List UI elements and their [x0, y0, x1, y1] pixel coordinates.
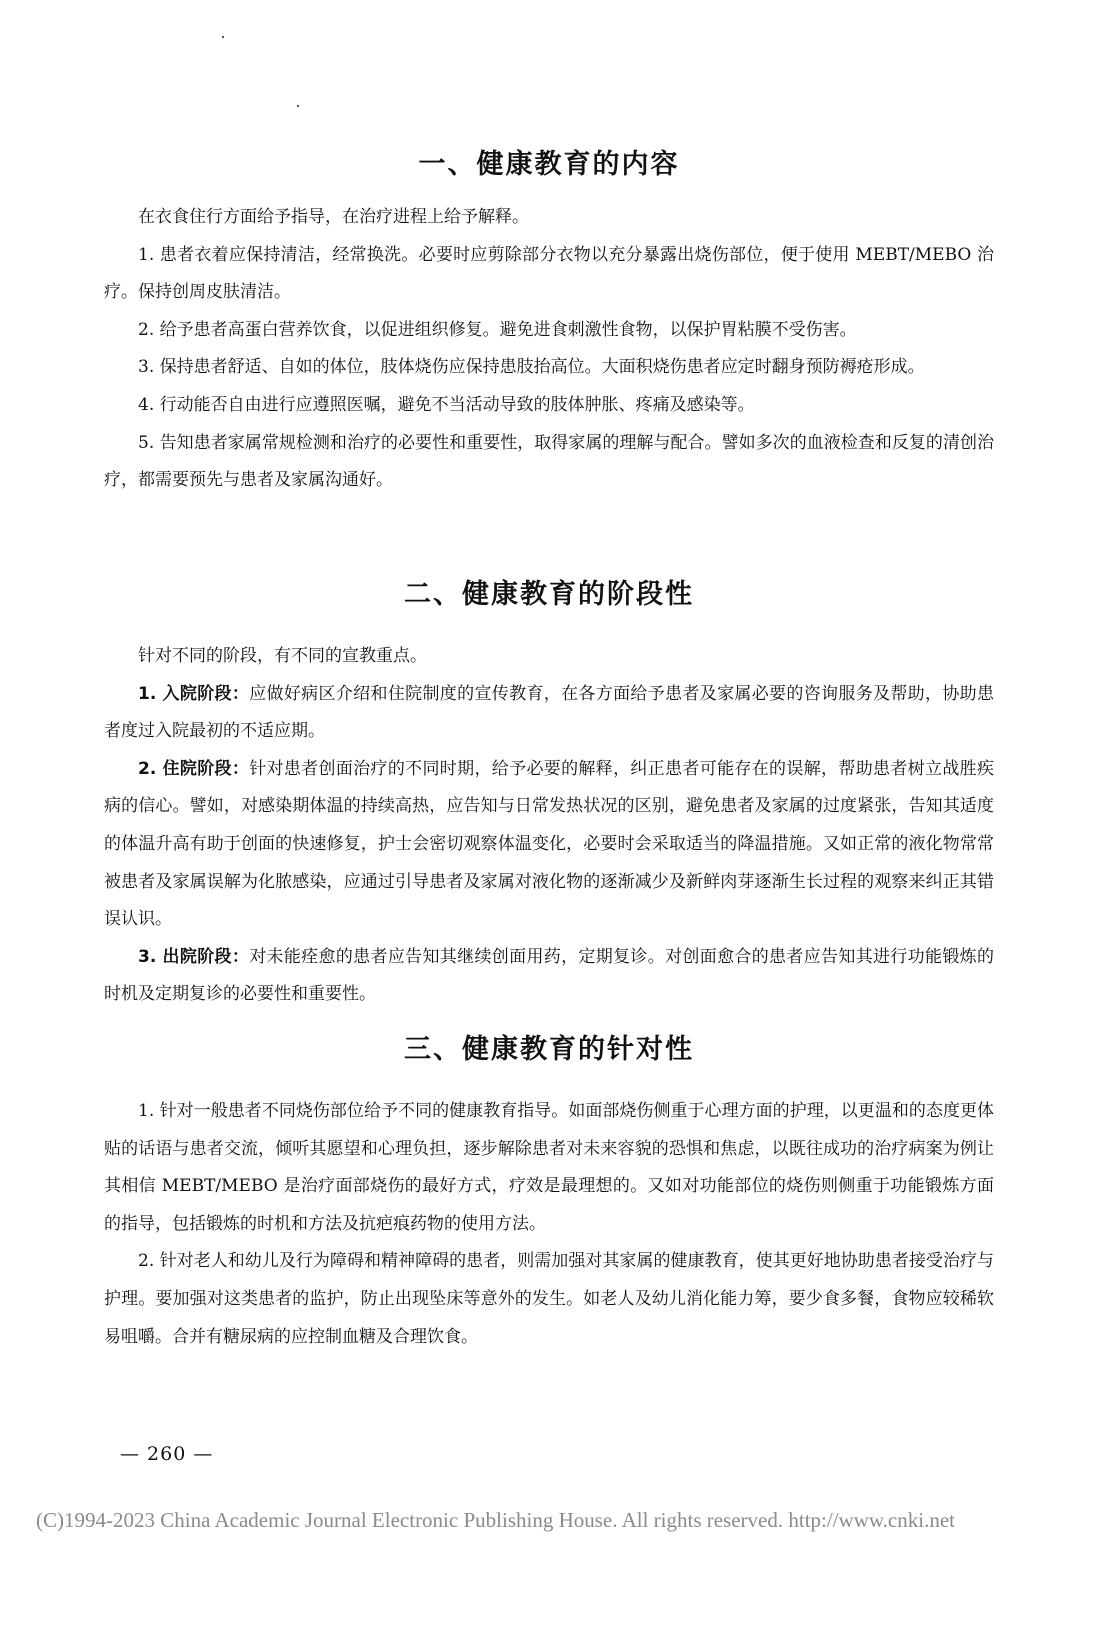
paragraph-text: 3. 保持患者舒适、自如的体位，肢体烧伤应保持患肢抬高位。大面积烧伤患者应定时翻身预防褥疮形成。	[138, 357, 925, 378]
paragraph-text: 应做好病区介绍和住院制度的宣传教育，在各方面给予患者及家属必要的咨询服务及帮助，协助患者度过入院最初的不适应期。	[104, 683, 994, 742]
paragraph	[104, 349, 994, 387]
paragraph	[104, 751, 994, 939]
scan-speck	[222, 36, 224, 38]
paragraph-text: 对未能痊愈的患者应告知其继续创面用药，定期复诊。对创面愈合的患者应告知其进行功能锻炼的时机及定期复诊的必要性和重要性。	[104, 946, 994, 1005]
paragraph-text: 在衣食住行方面给予指导，在治疗进程上给予解释。	[138, 207, 529, 227]
section-body	[104, 638, 994, 1014]
paragraph	[104, 199, 994, 237]
section-heading: 二、健康教育的阶段性	[404, 579, 694, 610]
paragraph	[104, 387, 994, 425]
paragraph-text: 4. 行动能否自由进行应遵照医嘱，避免不当活动导致的肢体肿胀、疼痛及感染等。	[138, 394, 755, 415]
paragraph-lead: 1. 入院阶段：	[138, 683, 250, 704]
paragraph-lead: 3. 出院阶段：	[138, 946, 250, 967]
section-body	[104, 199, 994, 500]
paragraph-text: 1. 针对一般患者不同烧伤部位给予不同的健康教育指导。如面部烧伤侧重于心理方面的护理，以更温和的态度更体贴的话语与患者交流，倾听其愿望和心理负担，逐步解除患者对未来容貌的恐惧和焦虑，以既往成功的治疗病案为例让其相信 MEBT/MEBO 是治疗面部烧伤的最好方式，疗效是最理想的。又如对功能部位的烧伤则侧重于功能锻炼方面的指导，包括锻炼的时机和方法及抗疤痕药物的使用方法。	[104, 1101, 994, 1234]
section-heading: 三、健康教育的针对性	[404, 1034, 694, 1065]
paragraph	[104, 237, 994, 312]
section-body	[104, 1093, 994, 1356]
paragraph	[104, 312, 994, 350]
paragraph	[104, 939, 994, 1014]
paragraph-text: 针对不同的阶段，有不同的宣教重点。	[138, 646, 427, 666]
paragraph-text: 5. 告知患者家属常规检测和治疗的必要性和重要性，取得家属的理解与配合。譬如多次的血液检查和反复的清创治疗，都需要预先与患者及家属沟通好。	[104, 432, 994, 491]
paragraph	[104, 638, 994, 676]
paragraph	[104, 1093, 994, 1243]
page-number: — 260 —	[120, 1443, 214, 1465]
paragraph	[104, 676, 994, 751]
paragraph-text: 1. 患者衣着应保持清洁，经常换洗。必要时应剪除部分衣物以充分暴露出烧伤部位，便于使用 MEBT/MEBO 治疗。保持创周皮肤清洁。	[104, 244, 994, 303]
section-heading: 一、健康教育的内容	[418, 149, 680, 180]
scan-speck	[297, 105, 299, 107]
paragraph	[104, 425, 994, 500]
paragraph-text: 2. 给予患者高蛋白营养饮食，以促进组织修复。避免进食刺激性食物，以保护胃粘膜不受伤害。	[138, 319, 857, 340]
paragraph-text: 针对患者创面治疗的不同时期，给予必要的解释，纠正患者可能存在的误解，帮助患者树立战胜疾病的信心。譬如，对感染期体温的持续高热，应告知与日常发热状况的区别，避免患者及家属的过度紧张，告知其适度的体温升高有助于创面的快速修复，护士会密切观察体温变化，必要时会采取适当的降温措施。又如正常的液化物常常被患者及家属误解为化脓感染，应通过引导患者及家属对液化物的逐渐减少及新鲜肉芽逐渐生长过程的观察来纠正其错误认识。	[104, 758, 994, 930]
paragraph-lead: 2. 住院阶段：	[138, 758, 250, 779]
paragraph	[104, 1243, 994, 1356]
copyright-watermark: (C)1994-2023 China Academic Journal Electronic Publishing House. All rights reserved. http://www.cnki.net	[36, 1508, 955, 1532]
paragraph-text: 2. 针对老人和幼儿及行为障碍和精神障碍的患者，则需加强对其家属的健康教育，使其更好地协助患者接受治疗与护理。要加强对这类患者的监护，防止出现坠床等意外的发生。如老人及幼儿消化能力筹，要少食多餐，食物应较稀软易咀嚼。合并有糖尿病的应控制血糖及合理饮食。	[104, 1251, 994, 1347]
